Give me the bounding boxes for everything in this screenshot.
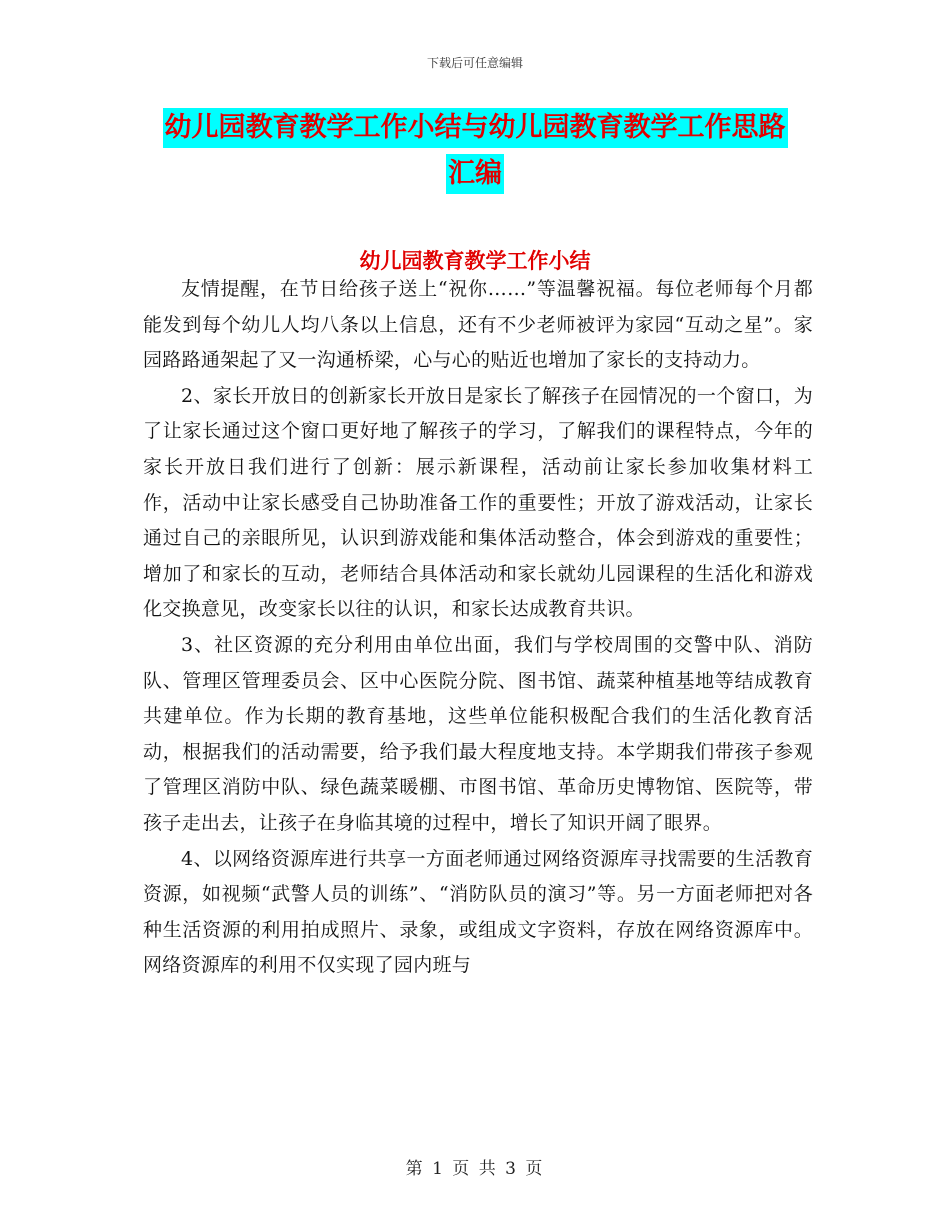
body-text xyxy=(143,272,833,984)
title-line-2: 汇编 xyxy=(446,154,504,194)
paragraph-2: 2、家长开放日的创新家长开放日是家长了解孩子在园情况的一个窗口，为了让家长通过这个窗口更好地了解孩子的学习，了解我们的课程特点，今年的家长开放日我们进行了创新：展示新课程，活动前让家长参加收集材料工 作，活动中让家长感受自己协助准备工作的重要性；开放了游戏活动，让家长通过自己的亲眼所见，认识到游戏能和集体活动整合，体会到游戏的重要性；增加了和家长的互动，老师结合具体活动和家长就幼儿园课程的生活化和游戏化交换意见，改变家长以往的认识，和家长达成教育共识。 xyxy=(143,384,833,621)
title-line-1: 幼儿园教育教学工作小结与幼儿园教育教学工作思路 xyxy=(163,108,788,148)
paragraph-4: 4、以网络资源库进行共享一方面老师通过网络资源库寻找需要的生活教育资源，如视频“武警人员的训练”、“消防队员的演习”等。另一方面老师把对各种生活资源的利用拍成照片、录象，或组成文字资料，存放在网络资源库中。网络资源库的利用不仅实现了园内班与 xyxy=(143,847,813,977)
document-title xyxy=(150,108,800,200)
paragraph-3: 3、社区资源的充分利用由单位出面，我们与学校周围的交警中队、消防队、管理区管理委员会、区中心医院分院、图书馆、蔬菜种植基地等结成教育共建单位。作为长期的教育基地，这些单位能积极配合我们的生活化教育活动，根据我们的活动需要，给予我们最大程度地支持。本学期我们带孩子参观了管理区消防中队、绿色蔬菜暖棚、市图书馆、革命历史博物馆、医院等，带孩子走出去，让孩子在身临其境的过程中，增长了知识开阔了眼界。 xyxy=(143,633,813,834)
header-note: 下载后可任意编辑 xyxy=(426,56,523,70)
section-heading: 幼儿园教育教学工作小结 xyxy=(359,249,591,273)
page-footer: 第 1 页 共 3 页 xyxy=(405,1159,545,1179)
paragraph-1: 友情提醒，在节日给孩子送上“祝你……”等温馨祝福。每位老师每个月都能发到每个幼儿人均八条以上信息，还有不少老师被评为家园“互动之星”。家园路路通架起了又一沟通桥梁，心与心的贴近也增加了家长的支持动力。 xyxy=(143,278,813,372)
